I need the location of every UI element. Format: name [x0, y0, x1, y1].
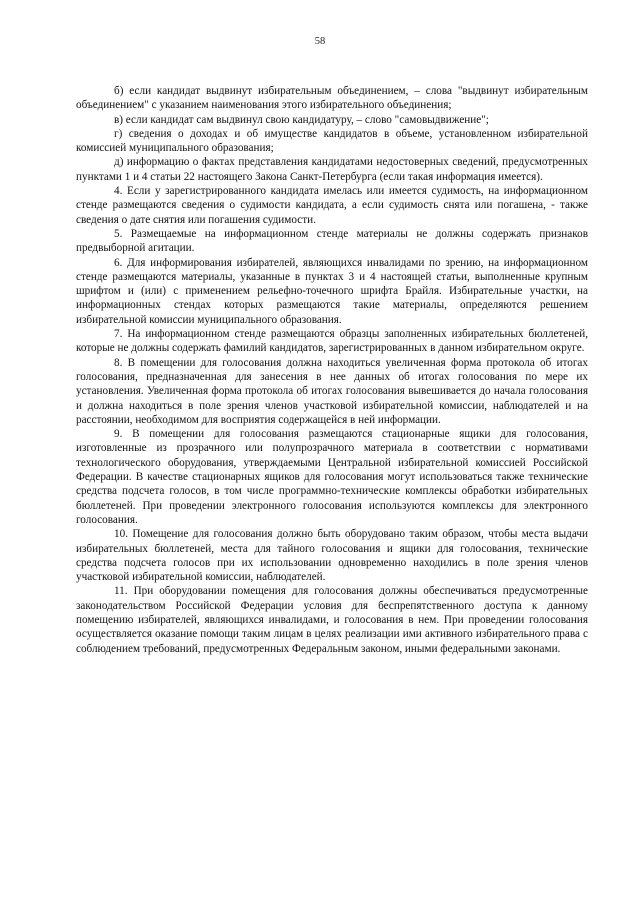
paragraph-11: 11. При оборудовании помещения для голосования должны обеспечиваться предусмотренные законодательством Российской Федерации условия для беспрепятственного доступа к данному помещению избирателей, являющихся инвалидами, и голосования в нем. При проведении голосования осуществляется оказание помощи таким лицам в целях реализации ими активного избирательного права с соблюдением требований, предусмотренных Федеральным законом, иными федеральными законами. — [76, 585, 588, 655]
paragraph-item-g: г) сведения о доходах и об имуществе кандидатов в объеме, установленном избирательной комиссией муниципального образования; — [76, 127, 588, 155]
paragraph-5: 5. Размещаемые на информационном стенде материалы не должны содержать признаков предвыборной агитации. — [76, 227, 588, 255]
paragraph-8: 8. В помещении для голосования должна находиться увеличенная форма протокола об итогах голосования, предназначенная для занесения в нее данных об итогах голосования по мере их установления. Увеличенная форма протокола об итогах голосования вывешивается до начала голосования и должна находиться в поле зрения членов участковой избирательной комиссии, наблюдателей и на расстоянии, необходимом для восприятия содержащейся в ней информации. — [76, 356, 588, 426]
paragraph-6: 6. Для информирования избирателей, являющихся инвалидами по зрению, на информационном стенде размещаются материалы, указанные в пунктах 3 и 4 настоящей статьи, выполненные крупным шрифтом и (или) с применением рельефно-точечного шрифта Брайля. Избирательные участки, на информационных стендах которых размещаются такие материалы, определяются решением избирательной комиссии муниципального образования. — [76, 256, 588, 326]
document-body — [76, 84, 588, 656]
paragraph-item-v: в) если кандидат сам выдвинул свою кандидатуру, – слово "самовыдвижение"; — [114, 113, 489, 126]
paragraph-9: 9. В помещении для голосования размещаются стационарные ящики для голосования, изготовленные из прозрачного или полупрозрачного материала в соответствии с нормативами технологического оборудования, утверждаемыми Центральной избирательной комиссией Российской Федерации. В качестве стационарных ящиков для голосования могут использоваться также технические средства подсчета голосов, в том числе программно-технические комплексы обработки избирательных бюллетеней. При проведении электронного голосования используются комплексы для электронного голосования. — [76, 428, 588, 526]
paragraph-item-b: б) если кандидат выдвинут избирательным объединением, – слова "выдвинут избирательным объединением" с указанием наименования этого избирательного объединения; — [76, 85, 588, 112]
paragraph-4: 4. Если у зарегистрированного кандидата имелась или имеется судимость, на информационном стенде размещаются сведения о судимости кандидата, а если судимость снята или погашена, - также сведения о дате снятия или погашения судимости. — [76, 185, 588, 226]
page-number: 58 — [314, 36, 326, 47]
paragraph-10: 10. Помещение для голосования должно быть оборудовано таким образом, чтобы места выдачи избирательных бюллетеней, места для тайного голосования и ящики для голосования, технические средства подсчета голосов при их использовании одновременно находились в поле зрения членов участковой избирательной комиссии, наблюдателей. — [76, 528, 588, 584]
paragraph-7: 7. На информационном стенде размещаются образцы заполненных избирательных бюллетеней, которые не должны содержать фамилий кандидатов, зарегистрированных в данном избирательном округе. — [76, 328, 588, 355]
paragraph-item-d: д) информацию о фактах представления кандидатами недостоверных сведений, предусмотренных пунктами 1 и 4 статьи 22 настоящего Закона Санкт-Петербурга (если такая информация имеется). — [76, 156, 588, 183]
